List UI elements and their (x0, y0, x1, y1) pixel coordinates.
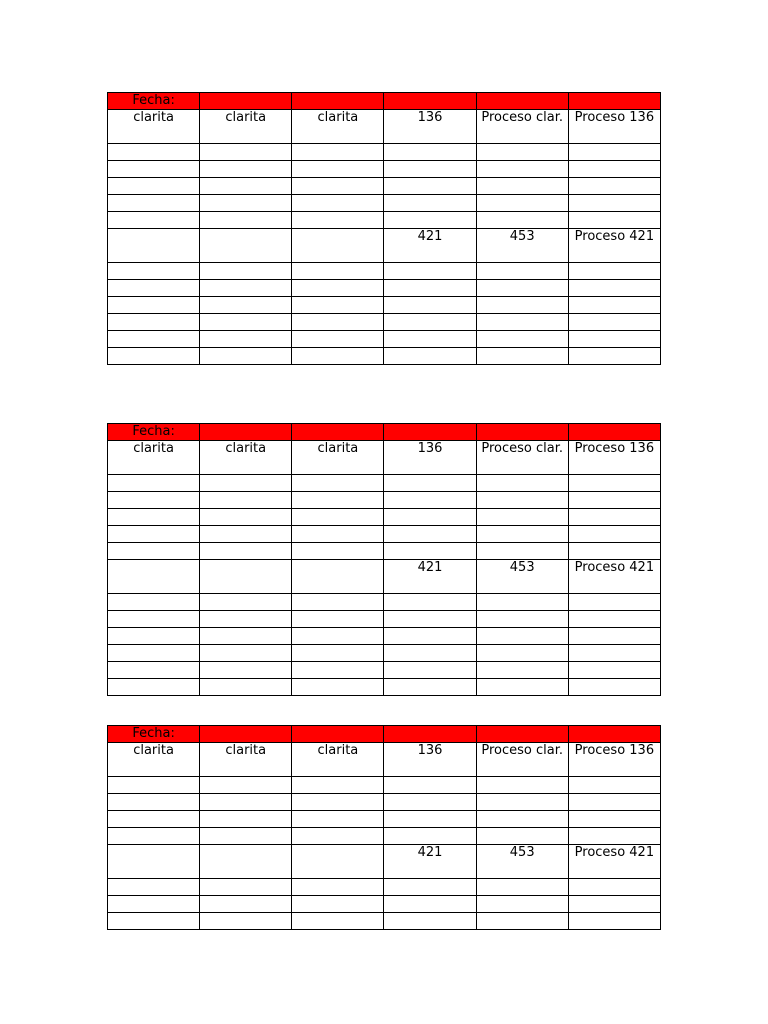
table-row (108, 144, 661, 161)
cell: Proceso 136 (568, 441, 660, 475)
empty-cell (200, 280, 292, 297)
empty-cell (568, 628, 660, 645)
empty-cell (384, 331, 476, 348)
empty-cell (476, 509, 568, 526)
empty-cell (568, 424, 660, 441)
cell: Proceso 421 (568, 845, 660, 879)
empty-cell (384, 161, 476, 178)
empty-cell (384, 611, 476, 628)
empty-cell (568, 543, 660, 560)
empty-cell (292, 662, 384, 679)
table-row (108, 679, 661, 696)
empty-cell (384, 645, 476, 662)
empty-cell (292, 913, 384, 930)
cell (200, 560, 292, 594)
empty-cell (476, 879, 568, 896)
cell: Proceso 421 (568, 229, 660, 263)
cell: clarita (108, 110, 200, 144)
header-row (108, 93, 661, 110)
table-row (108, 441, 661, 475)
cell: clarita (200, 441, 292, 475)
empty-cell (384, 492, 476, 509)
empty-cell (568, 828, 660, 845)
empty-cell (292, 628, 384, 645)
empty-cell (384, 93, 476, 110)
empty-cell (476, 526, 568, 543)
table-row (108, 526, 661, 543)
empty-cell (384, 879, 476, 896)
empty-cell (476, 896, 568, 913)
cell: 136 (384, 441, 476, 475)
empty-cell (200, 896, 292, 913)
empty-cell (476, 424, 568, 441)
cell (292, 560, 384, 594)
empty-cell (476, 492, 568, 509)
table-row (108, 348, 661, 365)
table-row (108, 743, 661, 777)
cell: clarita (108, 441, 200, 475)
empty-cell (568, 594, 660, 611)
empty-cell (476, 93, 568, 110)
cell (292, 229, 384, 263)
empty-cell (108, 594, 200, 611)
empty-cell (200, 424, 292, 441)
table-row (108, 509, 661, 526)
empty-cell (476, 280, 568, 297)
empty-cell (200, 144, 292, 161)
schedule-table-3 (107, 725, 661, 930)
table-row (108, 331, 661, 348)
table-row (108, 611, 661, 628)
empty-cell (108, 913, 200, 930)
empty-cell (292, 331, 384, 348)
empty-cell (292, 611, 384, 628)
empty-cell (292, 280, 384, 297)
empty-cell (200, 331, 292, 348)
table-row (108, 594, 661, 611)
empty-cell (292, 424, 384, 441)
empty-cell (108, 662, 200, 679)
empty-cell (384, 297, 476, 314)
empty-cell (384, 896, 476, 913)
empty-cell (108, 777, 200, 794)
empty-cell (108, 297, 200, 314)
empty-cell (384, 811, 476, 828)
empty-cell (108, 161, 200, 178)
cell: clarita (108, 743, 200, 777)
empty-cell (108, 628, 200, 645)
empty-cell (200, 297, 292, 314)
table-row (108, 845, 661, 879)
empty-cell (476, 195, 568, 212)
empty-cell (292, 526, 384, 543)
empty-cell (292, 161, 384, 178)
empty-cell (384, 679, 476, 696)
empty-cell (200, 777, 292, 794)
empty-cell (568, 348, 660, 365)
table-row (108, 161, 661, 178)
empty-cell (476, 611, 568, 628)
cell: Proceso 136 (568, 110, 660, 144)
empty-cell (292, 314, 384, 331)
cell: clarita (200, 110, 292, 144)
empty-cell (108, 811, 200, 828)
empty-cell (108, 679, 200, 696)
empty-cell (384, 144, 476, 161)
cell: clarita (292, 110, 384, 144)
table-row (108, 212, 661, 229)
empty-cell (200, 348, 292, 365)
empty-cell (476, 348, 568, 365)
empty-cell (292, 543, 384, 560)
empty-cell (200, 913, 292, 930)
empty-cell (200, 794, 292, 811)
table-row (108, 811, 661, 828)
empty-cell (568, 263, 660, 280)
date-label: Fecha: (108, 726, 200, 743)
empty-cell (384, 195, 476, 212)
empty-cell (292, 492, 384, 509)
empty-cell (476, 314, 568, 331)
empty-cell (384, 828, 476, 845)
empty-cell (384, 475, 476, 492)
empty-cell (108, 263, 200, 280)
empty-cell (568, 492, 660, 509)
table-row (108, 794, 661, 811)
empty-cell (108, 611, 200, 628)
table-row (108, 777, 661, 794)
empty-cell (476, 543, 568, 560)
table-row (108, 178, 661, 195)
empty-cell (476, 212, 568, 229)
cell: Proceso clar. (476, 441, 568, 475)
empty-cell (200, 161, 292, 178)
empty-cell (200, 212, 292, 229)
empty-cell (200, 543, 292, 560)
table-row (108, 229, 661, 263)
empty-cell (108, 879, 200, 896)
empty-cell (108, 794, 200, 811)
empty-cell (200, 492, 292, 509)
empty-cell (108, 543, 200, 560)
empty-cell (108, 331, 200, 348)
empty-cell (568, 662, 660, 679)
empty-cell (292, 594, 384, 611)
empty-cell (200, 679, 292, 696)
empty-cell (384, 913, 476, 930)
empty-cell (384, 314, 476, 331)
empty-cell (292, 828, 384, 845)
empty-cell (292, 178, 384, 195)
empty-cell (384, 263, 476, 280)
cell: 453 (476, 229, 568, 263)
cell: 421 (384, 229, 476, 263)
empty-cell (568, 475, 660, 492)
empty-cell (292, 679, 384, 696)
empty-cell (200, 594, 292, 611)
table-row (108, 297, 661, 314)
empty-cell (568, 195, 660, 212)
empty-cell (568, 212, 660, 229)
empty-cell (384, 212, 476, 229)
empty-cell (568, 645, 660, 662)
table-row (108, 280, 661, 297)
cell: Proceso 136 (568, 743, 660, 777)
empty-cell (568, 509, 660, 526)
empty-cell (200, 611, 292, 628)
empty-cell (292, 879, 384, 896)
empty-cell (108, 348, 200, 365)
empty-cell (476, 679, 568, 696)
cell (108, 845, 200, 879)
schedule-table-1 (107, 92, 661, 365)
header-row (108, 424, 661, 441)
cell (200, 229, 292, 263)
table-row (108, 879, 661, 896)
empty-cell (292, 263, 384, 280)
table-row (108, 195, 661, 212)
cell: 453 (476, 560, 568, 594)
empty-cell (476, 331, 568, 348)
empty-cell (568, 314, 660, 331)
empty-cell (568, 679, 660, 696)
cell: clarita (200, 743, 292, 777)
empty-cell (200, 828, 292, 845)
empty-cell (108, 280, 200, 297)
empty-cell (384, 777, 476, 794)
table-row (108, 263, 661, 280)
cell: Proceso clar. (476, 743, 568, 777)
empty-cell (108, 509, 200, 526)
cell (200, 845, 292, 879)
empty-cell (476, 726, 568, 743)
empty-cell (292, 896, 384, 913)
empty-cell (568, 93, 660, 110)
empty-cell (200, 628, 292, 645)
empty-cell (568, 896, 660, 913)
empty-cell (384, 662, 476, 679)
empty-cell (476, 628, 568, 645)
empty-cell (292, 348, 384, 365)
empty-cell (200, 93, 292, 110)
empty-cell (476, 178, 568, 195)
empty-cell (384, 726, 476, 743)
empty-cell (292, 509, 384, 526)
empty-cell (292, 645, 384, 662)
empty-cell (200, 526, 292, 543)
empty-cell (476, 777, 568, 794)
empty-cell (108, 896, 200, 913)
table-row (108, 828, 661, 845)
empty-cell (384, 628, 476, 645)
empty-cell (108, 144, 200, 161)
empty-cell (476, 263, 568, 280)
empty-cell (568, 726, 660, 743)
table-row (108, 314, 661, 331)
table-row (108, 560, 661, 594)
empty-cell (476, 144, 568, 161)
table-row (108, 896, 661, 913)
empty-cell (200, 811, 292, 828)
empty-cell (108, 314, 200, 331)
empty-cell (568, 777, 660, 794)
empty-cell (292, 93, 384, 110)
empty-cell (200, 195, 292, 212)
empty-cell (476, 913, 568, 930)
empty-cell (476, 161, 568, 178)
empty-cell (476, 297, 568, 314)
empty-cell (568, 297, 660, 314)
empty-cell (568, 811, 660, 828)
empty-cell (476, 645, 568, 662)
empty-cell (568, 913, 660, 930)
empty-cell (292, 726, 384, 743)
empty-cell (568, 794, 660, 811)
empty-cell (384, 594, 476, 611)
empty-cell (292, 794, 384, 811)
empty-cell (568, 144, 660, 161)
cell: 136 (384, 110, 476, 144)
cell: Proceso clar. (476, 110, 568, 144)
empty-cell (568, 161, 660, 178)
empty-cell (292, 212, 384, 229)
cell (292, 845, 384, 879)
empty-cell (108, 645, 200, 662)
empty-cell (292, 297, 384, 314)
empty-cell (108, 475, 200, 492)
table-row (108, 110, 661, 144)
empty-cell (384, 794, 476, 811)
empty-cell (200, 645, 292, 662)
empty-cell (200, 879, 292, 896)
cell: 453 (476, 845, 568, 879)
empty-cell (384, 280, 476, 297)
empty-cell (568, 280, 660, 297)
table-row (108, 662, 661, 679)
empty-cell (476, 811, 568, 828)
empty-cell (568, 178, 660, 195)
cell: Proceso 421 (568, 560, 660, 594)
empty-cell (476, 594, 568, 611)
header-row (108, 726, 661, 743)
table-row (108, 913, 661, 930)
empty-cell (568, 611, 660, 628)
empty-cell (200, 662, 292, 679)
cell: 421 (384, 845, 476, 879)
empty-cell (200, 263, 292, 280)
empty-cell (200, 726, 292, 743)
empty-cell (568, 526, 660, 543)
empty-cell (476, 475, 568, 492)
empty-cell (384, 509, 476, 526)
table-row (108, 543, 661, 560)
empty-cell (384, 178, 476, 195)
cell: clarita (292, 441, 384, 475)
cell: 136 (384, 743, 476, 777)
date-label: Fecha: (108, 93, 200, 110)
empty-cell (108, 828, 200, 845)
empty-cell (384, 543, 476, 560)
table-row (108, 475, 661, 492)
empty-cell (108, 178, 200, 195)
table-row (108, 492, 661, 509)
empty-cell (200, 509, 292, 526)
empty-cell (108, 212, 200, 229)
empty-cell (200, 178, 292, 195)
cell (108, 229, 200, 263)
schedule-table-2 (107, 423, 661, 696)
cell: clarita (292, 743, 384, 777)
empty-cell (200, 314, 292, 331)
empty-cell (292, 144, 384, 161)
empty-cell (384, 348, 476, 365)
empty-cell (108, 195, 200, 212)
empty-cell (476, 794, 568, 811)
empty-cell (292, 195, 384, 212)
empty-cell (568, 331, 660, 348)
empty-cell (292, 475, 384, 492)
table-row (108, 645, 661, 662)
empty-cell (384, 526, 476, 543)
empty-cell (476, 662, 568, 679)
empty-cell (292, 777, 384, 794)
cell: 421 (384, 560, 476, 594)
empty-cell (200, 475, 292, 492)
empty-cell (476, 828, 568, 845)
date-label: Fecha: (108, 424, 200, 441)
table-row (108, 628, 661, 645)
empty-cell (108, 492, 200, 509)
empty-cell (568, 879, 660, 896)
empty-cell (108, 526, 200, 543)
empty-cell (384, 424, 476, 441)
empty-cell (292, 811, 384, 828)
cell (108, 560, 200, 594)
